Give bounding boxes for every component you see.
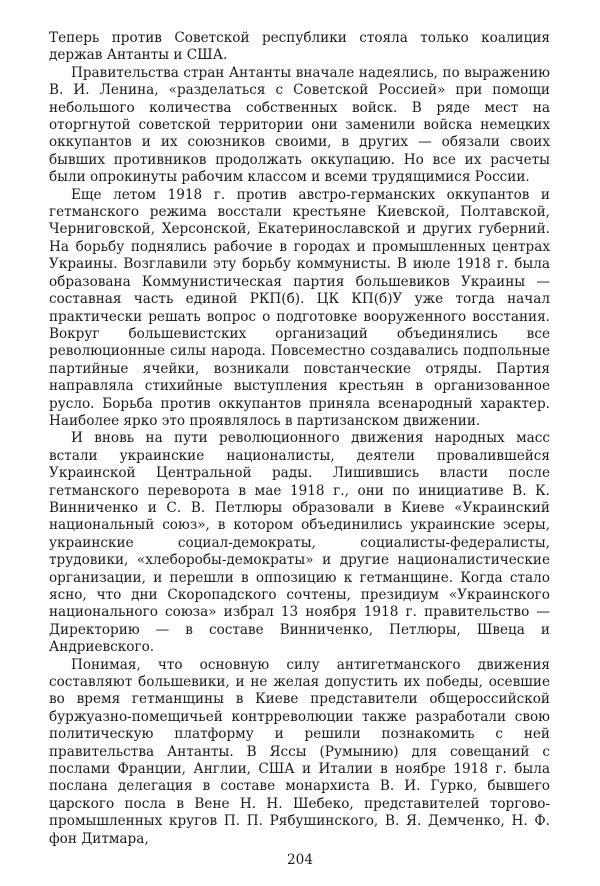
page-body: [49, 30, 550, 848]
paragraph-continuation: Теперь против Советской республики стояла только коалиция держав Антанты и США.: [49, 30, 550, 64]
paragraph-counterrevolution: Понимая, что основную силу антигетманского движения составляют большевики, и не желая допустить их победы, осевшие во время гетманщины в Киеве представители общероссийской буржуазно-помещичьей контрреволюции также разработали свою политическую платформу и решили познакомить с ней правительства Антанты. В Яссы (Румынию) для совещаний с послами Франции, Англии, США и Италии в ноябре 1918 г. была послана делегация в составе монархиста В. И. Гурко, бывшего царского посла в Вене Н. Н. Шебеко, представителей торгово-промышленных кругов П. П. Рябушинского, В. Я. Демченко, Н. Ф. фон Дитмара,: [49, 656, 550, 847]
page-number: 204: [287, 852, 313, 868]
paragraph-entente-plans: Правительства стран Антанты вначале надеялись, по выражению В. И. Ленина, «разделаться с Советской Россией» при помощи небольшого количества собственных войск. В ряде мест на оторгнутой советской территории они заменили войска немецких оккупантов и их союзников своими, в других — обязали своих бывших противников продолжать оккупацию. Но все их расчеты были опрокинуты рабочим классом и всеми трудящимися России.: [49, 64, 550, 186]
paragraph-uprising-1918: Еще летом 1918 г. против австро-германских оккупантов и гетманского режима восстали крестьяне Киевской, Полтавской, Черниговской, Херсонской, Екатеринославской и других губерний. На борьбу поднялись рабочие в городах и промышленных центрах Украины. Возглавили эту борьбу коммунисты. В июле 1918 г. была образована Коммунистическая партия большевиков Украины — составная часть единой РКП(б). ЦК КП(б)У уже тогда начал практически решать вопрос о подготовке вооруженного восстания. Вокруг большевистских организаций объединялись все революционные силы народа. Повсеместно создавались подпольные партийные ячейки, возникали повстанческие отряды. Партия направляла стихийные выступления крестьян в организованное русло. Борьба против оккупантов приняла всенародный характер. Наиболее ярко это проявлялось в партизанском движении.: [49, 186, 550, 429]
paragraph-nationalists: И вновь на пути революционного движения народных масс встали украинские националисты, деятели провалившейся Украинской Центральной рады. Лишившись власти после гетманского переворота в мае 1918 г., они по инициативе В. К. Винниченко и С. В. Петлюры образовали в Киеве «Украинский национальный союз», в котором объединились украинские эсеры, украинские социал-демократы, социалисты-федералисты, трудовики, «хлеборобы-демократы» и другие националистические организации, и перешли в оппозицию к гетманщине. Когда стало ясно, что дни Скоропадского сочтены, президиум «Украинского национального союза» избрал 13 ноября 1918 г. правительство — Директорию — в составе Винниченко, Петлюры, Швеца и Андриевского.: [49, 430, 550, 656]
